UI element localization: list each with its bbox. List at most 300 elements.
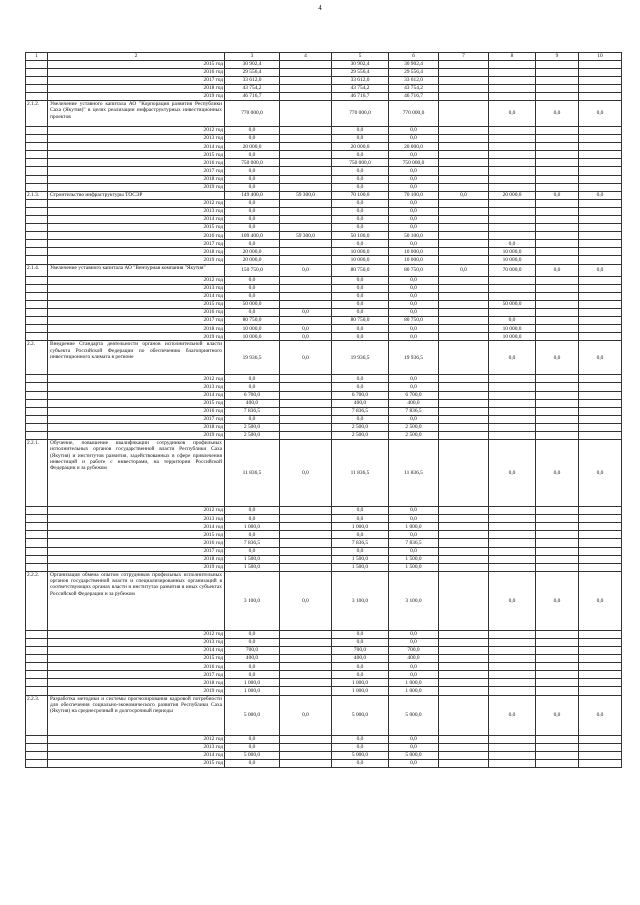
value-cell: [489, 92, 536, 100]
value-cell: [489, 60, 536, 68]
value-cell: 0,0: [389, 383, 439, 391]
value-cell: [579, 415, 622, 423]
table-row-item: [26, 571, 622, 630]
table-row-year: [26, 284, 622, 292]
year-label: 2012 год: [48, 630, 225, 638]
value-cell: 19 936,5: [389, 341, 439, 375]
value-cell: [536, 224, 579, 232]
value-cell: [439, 151, 489, 159]
value-cell: [489, 391, 536, 399]
value-cell: 0,0: [225, 207, 280, 215]
year-label: 2014 год: [48, 391, 225, 399]
item-number: [26, 135, 48, 143]
value-cell: [489, 143, 536, 151]
item-number: [26, 638, 48, 646]
value-cell: 0,0: [579, 341, 622, 375]
value-cell: [439, 183, 489, 191]
item-number: [26, 308, 48, 316]
value-cell: [489, 547, 536, 555]
value-cell: 43 754,2: [389, 84, 439, 92]
value-cell: [280, 423, 332, 431]
value-cell: [579, 248, 622, 256]
value-cell: 29 556,4: [389, 68, 439, 76]
year-label: 2016 год: [48, 232, 225, 240]
value-cell: [280, 555, 332, 563]
value-cell: 0,0: [225, 735, 280, 743]
value-cell: 0,0: [332, 175, 389, 183]
value-cell: [280, 539, 332, 547]
value-cell: [579, 375, 622, 383]
table-body: [26, 53, 622, 768]
column-header: 4: [280, 53, 332, 61]
value-cell: 10 000,0: [389, 256, 439, 264]
item-name: Увеличение уставного капитала АО "Венчурная компания "Якутия": [48, 264, 225, 276]
item-number: [26, 333, 48, 341]
value-cell: 0,0: [332, 759, 389, 767]
table-row-item: [26, 695, 622, 735]
table-row-year: [26, 507, 622, 515]
year-label: 2012 год: [48, 375, 225, 383]
value-cell: 0,0: [489, 240, 536, 248]
value-cell: [489, 383, 536, 391]
item-number: [26, 563, 48, 571]
value-cell: 11 836,5: [332, 440, 389, 507]
value-cell: 0,0: [389, 630, 439, 638]
value-cell: 50 100,0: [389, 232, 439, 240]
item-number: [26, 383, 48, 391]
item-number: [26, 751, 48, 759]
value-cell: [280, 671, 332, 679]
table-row-item: [26, 191, 622, 199]
value-cell: [280, 159, 332, 167]
value-cell: 0,0: [280, 308, 332, 316]
value-cell: 0,0: [332, 743, 389, 751]
value-cell: 1 500,0: [389, 555, 439, 563]
table-row-year: [26, 60, 622, 68]
table-row-year: [26, 325, 622, 333]
value-cell: [489, 563, 536, 571]
year-label: 2014 год: [48, 143, 225, 151]
item-number: [26, 523, 48, 531]
value-cell: [439, 415, 489, 423]
item-name: Организация обмена опытом сотрудников профильных исполнительных органов государственной власти и специализированных организаций в соответствующих органах власти и институтах развития в иных субъектах Российской Федерации и за рубежом: [48, 571, 225, 630]
table-row-year: [26, 663, 622, 671]
value-cell: 7 836,5: [389, 407, 439, 415]
value-cell: [489, 531, 536, 539]
value-cell: 0,0: [332, 515, 389, 523]
value-cell: 0,0: [332, 135, 389, 143]
value-cell: [439, 232, 489, 240]
value-cell: [579, 317, 622, 325]
item-number: [26, 391, 48, 399]
value-cell: [536, 135, 579, 143]
value-cell: 0,0: [225, 531, 280, 539]
table-row-year: [26, 539, 622, 547]
item-number: [26, 248, 48, 256]
value-cell: [489, 523, 536, 531]
value-cell: [439, 84, 489, 92]
value-cell: [579, 663, 622, 671]
item-name: Внедрение Стандарта деятельности органов исполнительной власти субъекта Российской Федерации по обеспечению благоприятного инвестиционного климата в регионе: [48, 341, 225, 375]
value-cell: [280, 735, 332, 743]
year-label: 2015 год: [48, 531, 225, 539]
value-cell: [579, 399, 622, 407]
year-label: 2015 год: [48, 655, 225, 663]
value-cell: [579, 199, 622, 207]
value-cell: [439, 256, 489, 264]
value-cell: 1 500,0: [225, 563, 280, 571]
value-cell: 1 000,0: [389, 687, 439, 695]
value-cell: [439, 759, 489, 767]
value-cell: [489, 159, 536, 167]
item-number: [26, 399, 48, 407]
value-cell: [536, 159, 579, 167]
year-label: 2012 год: [48, 735, 225, 743]
value-cell: [439, 571, 489, 630]
value-cell: 0,0: [225, 240, 280, 248]
value-cell: 0,0: [225, 151, 280, 159]
value-cell: [280, 751, 332, 759]
value-cell: [536, 248, 579, 256]
table-row-year: [26, 300, 622, 308]
value-cell: [489, 84, 536, 92]
item-number: [26, 143, 48, 151]
value-cell: [439, 399, 489, 407]
item-number: 2.2.: [26, 341, 48, 375]
value-cell: 750 000,0: [332, 159, 389, 167]
item-number: [26, 159, 48, 167]
value-cell: [439, 383, 489, 391]
value-cell: [579, 276, 622, 284]
value-cell: 0,0: [389, 375, 439, 383]
value-cell: [489, 292, 536, 300]
value-cell: 0,0: [579, 571, 622, 630]
value-cell: 0,0: [225, 135, 280, 143]
value-cell: [536, 638, 579, 646]
value-cell: 109 400,0: [225, 232, 280, 240]
value-cell: [579, 224, 622, 232]
value-cell: [280, 383, 332, 391]
year-label: 2017 год: [48, 240, 225, 248]
value-cell: [579, 547, 622, 555]
value-cell: [536, 292, 579, 300]
value-cell: [439, 341, 489, 375]
value-cell: 29 556,4: [332, 68, 389, 76]
item-number: [26, 199, 48, 207]
value-cell: [579, 216, 622, 224]
value-cell: [280, 563, 332, 571]
value-cell: 0,0: [332, 183, 389, 191]
value-cell: [536, 143, 579, 151]
table-row-year: [26, 647, 622, 655]
value-cell: 0,0: [225, 415, 280, 423]
value-cell: 80 750,0: [389, 264, 439, 276]
value-cell: [280, 92, 332, 100]
value-cell: 0,0: [536, 341, 579, 375]
value-cell: [536, 325, 579, 333]
table-row-year: [26, 407, 622, 415]
value-cell: 10 000,0: [389, 248, 439, 256]
value-cell: 7 836,5: [389, 539, 439, 547]
value-cell: 0,0: [536, 100, 579, 126]
value-cell: [536, 216, 579, 224]
table-row-year: [26, 563, 622, 571]
value-cell: [579, 207, 622, 215]
table-row-year: [26, 515, 622, 523]
item-number: [26, 325, 48, 333]
value-cell: 10 000,0: [489, 256, 536, 264]
value-cell: [579, 333, 622, 341]
table-row-year: [26, 523, 622, 531]
value-cell: [579, 68, 622, 76]
value-cell: [280, 547, 332, 555]
value-cell: 6 700,0: [225, 391, 280, 399]
item-number: [26, 679, 48, 687]
value-cell: [536, 555, 579, 563]
value-cell: [489, 539, 536, 547]
value-cell: 0,0: [389, 671, 439, 679]
value-cell: 1 500,0: [225, 555, 280, 563]
year-label: 2014 год: [48, 647, 225, 655]
value-cell: [489, 375, 536, 383]
value-cell: 20 000,0: [225, 256, 280, 264]
value-cell: 400,0: [225, 655, 280, 663]
value-cell: [439, 671, 489, 679]
value-cell: [579, 76, 622, 84]
table-row-year: [26, 391, 622, 399]
value-cell: 770 000,0: [389, 100, 439, 126]
value-cell: 150 750,0: [225, 264, 280, 276]
table-row-year: [26, 743, 622, 751]
value-cell: 0,0: [225, 276, 280, 284]
value-cell: 6 700,0: [389, 391, 439, 399]
value-cell: [489, 232, 536, 240]
value-cell: [280, 415, 332, 423]
value-cell: 0,0: [332, 240, 389, 248]
year-label: 2018 год: [48, 175, 225, 183]
item-number: [26, 240, 48, 248]
value-cell: 0,0: [332, 292, 389, 300]
item-number: [26, 216, 48, 224]
value-cell: [439, 431, 489, 439]
table-row-year: [26, 126, 622, 134]
item-name: Разработка методики и системы прогнозирования кадровой потребности для обеспечения социально-экономического развития Республики Саха (Якутия) на среднесрочный и долгосрочный периоды: [48, 695, 225, 735]
value-cell: [536, 751, 579, 759]
value-cell: [536, 383, 579, 391]
value-cell: [536, 647, 579, 655]
value-cell: 46 716,7: [225, 92, 280, 100]
item-number: [26, 759, 48, 767]
value-cell: 400,0: [332, 655, 389, 663]
value-cell: 0,0: [225, 183, 280, 191]
year-label: 2013 год: [48, 284, 225, 292]
value-cell: 0,0: [225, 292, 280, 300]
item-number: 2.2.2.: [26, 571, 48, 630]
table-row-year: [26, 679, 622, 687]
item-number: [26, 687, 48, 695]
value-cell: 0,0: [332, 126, 389, 134]
value-cell: [280, 151, 332, 159]
year-label: 2018 год: [48, 555, 225, 563]
value-cell: [579, 423, 622, 431]
value-cell: 0,0: [389, 300, 439, 308]
year-label: 2018 год: [48, 679, 225, 687]
value-cell: [536, 399, 579, 407]
table-row-year: [26, 207, 622, 215]
item-number: 2.2.1.: [26, 440, 48, 507]
value-cell: [489, 743, 536, 751]
value-cell: [579, 743, 622, 751]
value-cell: [280, 167, 332, 175]
value-cell: 1 000,0: [225, 679, 280, 687]
value-cell: 0,0: [389, 531, 439, 539]
table-row-year: [26, 547, 622, 555]
table-row-year: [26, 167, 622, 175]
value-cell: [439, 292, 489, 300]
value-cell: [489, 68, 536, 76]
value-cell: [280, 630, 332, 638]
value-cell: [280, 199, 332, 207]
value-cell: [579, 143, 622, 151]
value-cell: 0,0: [332, 308, 389, 316]
item-number: [26, 256, 48, 264]
value-cell: 0,0: [389, 224, 439, 232]
value-cell: [439, 375, 489, 383]
year-label: 2017 год: [48, 547, 225, 555]
value-cell: 0,0: [389, 515, 439, 523]
year-label: 2013 год: [48, 515, 225, 523]
value-cell: 1 000,0: [332, 687, 389, 695]
value-cell: [536, 126, 579, 134]
value-cell: 5 000,0: [389, 695, 439, 735]
value-cell: [536, 68, 579, 76]
value-cell: 50 000,0: [489, 300, 536, 308]
value-cell: [489, 175, 536, 183]
table-row-item: [26, 264, 622, 276]
value-cell: 0,0: [332, 375, 389, 383]
value-cell: 2 500,0: [332, 423, 389, 431]
year-label: 2019 год: [48, 256, 225, 264]
table-row-year: [26, 76, 622, 84]
value-cell: 0,0: [389, 735, 439, 743]
value-cell: 400,0: [332, 399, 389, 407]
item-number: [26, 68, 48, 76]
value-cell: 0,0: [389, 135, 439, 143]
item-number: [26, 507, 48, 515]
value-cell: 20 000,0: [225, 143, 280, 151]
value-cell: 0,0: [489, 341, 536, 375]
value-cell: [280, 76, 332, 84]
value-cell: [489, 655, 536, 663]
value-cell: [536, 256, 579, 264]
value-cell: [579, 383, 622, 391]
value-cell: 149 400,0: [225, 191, 280, 199]
table-row-year: [26, 630, 622, 638]
value-cell: 0,0: [389, 292, 439, 300]
value-cell: [579, 151, 622, 159]
value-cell: 0,0: [579, 191, 622, 199]
value-cell: [536, 284, 579, 292]
year-label: 2017 год: [48, 76, 225, 84]
value-cell: 5 000,0: [389, 751, 439, 759]
table-row-year: [26, 383, 622, 391]
value-cell: 0,0: [536, 695, 579, 735]
value-cell: [280, 679, 332, 687]
value-cell: [579, 555, 622, 563]
year-label: 2018 год: [48, 248, 225, 256]
table-row-year: [26, 216, 622, 224]
year-label: 2017 год: [48, 415, 225, 423]
year-label: 2016 год: [48, 407, 225, 415]
value-cell: [536, 423, 579, 431]
value-cell: [489, 630, 536, 638]
value-cell: 5 000,0: [225, 751, 280, 759]
value-cell: 0,0: [389, 547, 439, 555]
value-cell: 1 000,0: [389, 679, 439, 687]
value-cell: 80 750,0: [389, 317, 439, 325]
value-cell: 43 754,2: [225, 84, 280, 92]
value-cell: [489, 663, 536, 671]
value-cell: 0,0: [389, 240, 439, 248]
table-row-year: [26, 276, 622, 284]
value-cell: 59 300,0: [280, 191, 332, 199]
value-cell: 50 100,0: [332, 232, 389, 240]
value-cell: [489, 423, 536, 431]
value-cell: 7 836,5: [225, 407, 280, 415]
value-cell: [489, 515, 536, 523]
value-cell: 0,0: [280, 341, 332, 375]
value-cell: 0,0: [389, 151, 439, 159]
year-label: 2017 год: [48, 167, 225, 175]
value-cell: 5 000,0: [332, 751, 389, 759]
value-cell: 3 100,0: [389, 571, 439, 630]
value-cell: 0,0: [489, 317, 536, 325]
value-cell: [579, 126, 622, 134]
value-cell: 80 750,0: [332, 264, 389, 276]
value-cell: [439, 175, 489, 183]
value-cell: [439, 284, 489, 292]
value-cell: 0,0: [225, 216, 280, 224]
item-number: [26, 431, 48, 439]
value-cell: [439, 647, 489, 655]
item-number: [26, 60, 48, 68]
value-cell: [439, 60, 489, 68]
value-cell: [579, 256, 622, 264]
value-cell: [280, 292, 332, 300]
value-cell: 0,0: [225, 308, 280, 316]
value-cell: [579, 523, 622, 531]
value-cell: [439, 276, 489, 284]
value-cell: [280, 687, 332, 695]
value-cell: 0,0: [332, 284, 389, 292]
value-cell: 0,0: [225, 284, 280, 292]
item-number: [26, 183, 48, 191]
value-cell: 0,0: [389, 199, 439, 207]
value-cell: 0,0: [332, 167, 389, 175]
item-number: [26, 92, 48, 100]
value-cell: 10 000,0: [332, 248, 389, 256]
value-cell: [579, 539, 622, 547]
table-row-year: [26, 151, 622, 159]
year-label: 2014 год: [48, 751, 225, 759]
value-cell: 400,0: [389, 399, 439, 407]
value-cell: 70 100,0: [332, 191, 389, 199]
value-cell: 0,0: [332, 207, 389, 215]
item-number: [26, 531, 48, 539]
value-cell: 33 612,0: [389, 76, 439, 84]
value-cell: [439, 407, 489, 415]
value-cell: [280, 240, 332, 248]
